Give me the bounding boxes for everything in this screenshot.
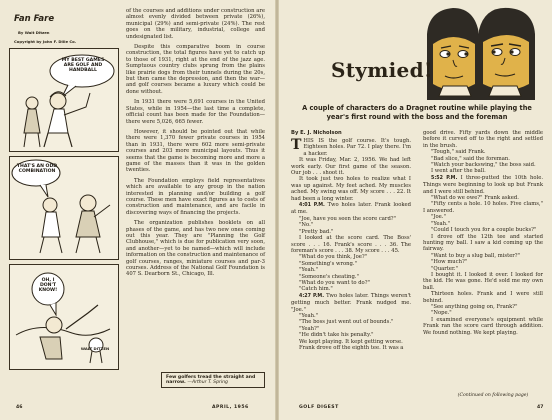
paragraph: Despite this comparative boom in course construction, the total figures have yet to catch up to those of 1931, right at the end of the jazz age. Sumptuous country clubs sprung from the plains like prairie dogs from their tunnels during the 20s, but then came the depression, and then the war—and golf courses became a luxury which could be done without.: [126, 44, 265, 95]
panel3-speech-bubble: OH, I DON'T KNOW!: [38, 278, 58, 293]
callout-quote: Few golfers tread the straight and narrow.: [166, 375, 256, 386]
paragraph: [291, 345, 411, 351]
paragraph-text: "Something's wrong.": [299, 260, 357, 267]
comic-panel-1: [9, 48, 119, 152]
right-footer: [279, 405, 552, 415]
quote-callout: [161, 372, 265, 388]
paragraph-text: "See anything going on, Frank?": [431, 303, 518, 310]
drop-cap: T: [291, 137, 302, 153]
paragraph-text: "Nope.": [431, 310, 452, 317]
paragraph-text: "How much?": [431, 259, 468, 266]
paragraph-text: "Want to buy a slug ball, mister?": [431, 252, 521, 259]
paragraph: [291, 235, 411, 254]
paragraph: The organization publishes booklets on all phases of the game, and has two new ones coming out this year. They are "Planning the Golf Clubhouse," which is due for publication very soon, and another—yet to be named—which will include information on the construction and maintenance of golf courses, ranges, miniature courses and par-3 courses. Address of the National Golf Foundation is 407 S. Dearborn St., Chicago, Ill.: [126, 220, 266, 278]
comic-panel-3: [9, 264, 119, 370]
comic-panel-2: [9, 156, 119, 260]
magazine-name: GOLF DIGEST: [299, 405, 339, 410]
paragraph: [423, 130, 543, 149]
right-article-column-1: [291, 138, 411, 351]
timestamp: 4:01 P.M.: [299, 203, 325, 209]
paragraph-text: "Someone's cheating.": [299, 273, 359, 280]
paragraph-text: HIS IS the golf course. It's tough. Eighteen holes. Par 72. I play there. I'm a hacker.: [303, 138, 411, 157]
page-number: 46: [16, 405, 23, 410]
paragraph-text: It was Friday, Mar. 2, 1956. We had left work early. Our first game of the season. Our job . . . shoot it.: [291, 157, 411, 177]
continued-note: (Continued on following page): [457, 393, 529, 398]
article-deck: A couple of characters do a Dragnet routine while playing the year's first round with the boss and the foreman: [302, 104, 532, 121]
paragraph-text: "No.": [299, 222, 314, 229]
paragraph-text: Frank drove off the eighth tee. It was a: [299, 345, 404, 351]
article-author: By E. J. Nicholson: [291, 130, 342, 136]
paragraph-text: I went after the ball.: [431, 168, 486, 175]
paragraph-text: Two holes later. Things weren't getting much better. Frank nudged me. "Joe.": [291, 292, 412, 313]
right-page: [279, 0, 552, 420]
paragraph: [423, 201, 543, 214]
paragraph-text: I examined everyone's equipment while Frank ran the score card through addition. We found nothing. We kept playing.: [423, 316, 543, 336]
paragraph: [291, 157, 411, 176]
paragraph: However, it should be pointed out that while there were 1,370 fewer private courses in 1954 than in 1931, there were 602 more semi-private courses and 203 more municipal layouts. Thus it seems that the game is becoming more and more a game of the masses than it was in the golden twenties.: [126, 128, 265, 174]
paragraph: [423, 317, 543, 336]
paragraph-text: Two holes later. Frank looked at me.: [291, 202, 412, 216]
paragraph-text: "What do you think, Joe?": [299, 254, 368, 261]
paragraph-text: "Watch your backswing," the boss said.: [431, 162, 536, 169]
left-article-column: [126, 8, 265, 282]
panel2-speech-bubble: THAT'S AN ODD COMBINATION: [16, 164, 58, 174]
paragraph-text: "Joe.": [431, 214, 446, 221]
left-page: [0, 0, 275, 420]
two-faces-illustration: [419, 4, 539, 102]
paragraph: [423, 175, 543, 195]
paragraph-text: "Tough," said Frank.: [431, 149, 486, 156]
cartoon-title: Fan Fare: [14, 14, 55, 24]
paragraph: The Foundation employs field representatives which are available to any group in the nation interested in planning and/or building a golf course. These men have exact figures as to costs of construction and maintenance, and are facile in discovering ways of financing the projects.: [126, 177, 265, 216]
paragraph-text: Thirteen holes. Frank and I were still behind.: [423, 291, 543, 304]
paragraph-text: "Bad slice," said the foreman.: [431, 155, 510, 162]
cartoonist-signature: WALT DITZEN: [80, 346, 110, 351]
paragraph-text: "Could I touch you for a couple bucks?": [431, 227, 537, 234]
paragraph: [423, 272, 543, 291]
paragraph: [291, 293, 411, 313]
paragraph-text: I looked at the score card. The Boss' score . . . 16. Frank's score . . . 36. The foreman's score . . . 38. My score . . . 45.: [291, 235, 411, 254]
paragraph-text: I bought it. I looked it over. I looked for the kid. He was gone. He'd sold me my own ball.: [423, 271, 543, 291]
paragraph-text: "Yeah.": [299, 312, 319, 319]
cartoon-byline: By Walt Ditzen: [18, 30, 50, 35]
paragraph-text: "He didn't take his penalty.": [299, 332, 374, 339]
paragraph-text: "Catch him.": [299, 286, 333, 293]
paragraph-text: "Joe, have you seen the score card?": [299, 215, 397, 222]
paragraph: [291, 138, 411, 157]
paragraph-text: "Fifty cents a hole. 10 holes. Five clams," I answered.: [423, 201, 543, 214]
paragraph-text: "Yeah.": [431, 220, 451, 227]
paragraph-text: It took just two holes to realize what I was up against. My feet ached. My muscles ached. My swing was off. My score . . . 22. It had been a long winter.: [291, 176, 411, 202]
cartoon-copyright: Copyright by John F. Dille Co.: [14, 39, 77, 44]
paragraph: [291, 176, 411, 202]
left-footer: [0, 405, 275, 415]
paragraph-text: "What do we owe?" Frank asked.: [431, 195, 519, 202]
callout-author: —Arthur T. Spring: [187, 380, 228, 386]
page-number: 47: [537, 405, 544, 410]
paragraph: [423, 291, 543, 304]
issue-date: APRIL, 1956: [212, 405, 249, 410]
paragraph-text: "What do you want to do?": [299, 279, 370, 286]
timestamp: 4:27 P.M.: [299, 293, 325, 299]
paragraph: of the courses and additions under construction are almost evenly divided between private (26%), municipal (29%) and semi-private (24%). The rest goes on the military, industrial, college and undesignated list.: [126, 8, 265, 40]
paragraph-text: I three-putted the 10th hole. Things were beginning to look up but Frank and I were still behind.: [423, 174, 544, 195]
paragraph-text: I drove off the 12th tee and started hunting my ball. I saw a kid coming up the fairway.: [423, 233, 543, 253]
right-article-column-2: [423, 130, 543, 336]
comic-panel-3-drawing: [10, 265, 118, 369]
paragraph-text: "Yeah?": [299, 325, 320, 332]
paragraph-text: good drive. Fifty yards down the middle before it curved off to the right and settled in the brush.: [423, 130, 543, 149]
paragraph: [291, 202, 411, 216]
paragraph-text: "The boss just went out of bounds.": [299, 319, 394, 326]
paragraph-text: "Pretty bad.": [299, 228, 334, 235]
panel1-speech-bubble: MY BEST GAMES ARE GOLF AND HANDBALL: [61, 58, 105, 73]
paragraph: [423, 234, 543, 253]
timestamp: 5:52 P.M.: [431, 175, 458, 181]
paragraph: In 1931 there were 5,691 courses in the United States, while in 1954—the last time a complete, official count has been made for the Foundation—there were 5,026, 665 fewer.: [126, 99, 265, 125]
paragraph-text: "Quarter.": [431, 265, 458, 272]
paragraph-text: "Yeah.": [299, 267, 319, 274]
article-title: Stymied!: [331, 58, 433, 82]
paragraph-text: We kept playing. It kept getting worse.: [299, 338, 403, 345]
